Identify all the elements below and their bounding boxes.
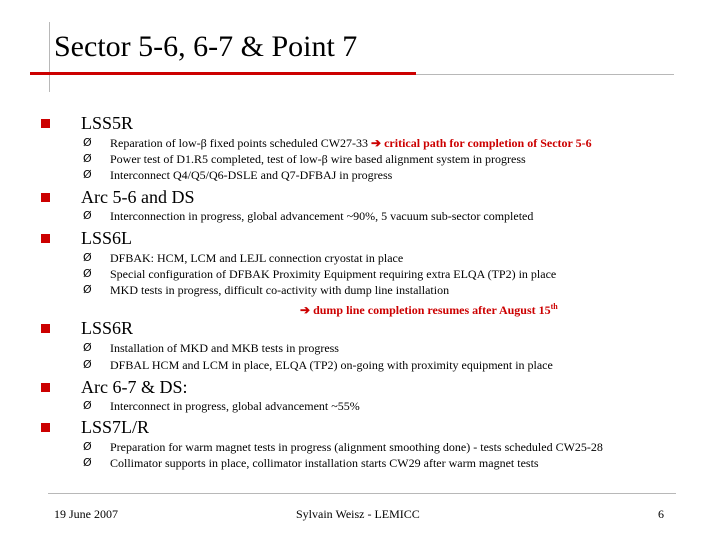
dump-line-note [0, 299, 720, 315]
right-arrow-icon: ➔ [300, 303, 311, 317]
title-vertical-rule [49, 22, 50, 92]
section-bullet-icon [41, 119, 50, 128]
arrow-bullet-icon: Ø [83, 341, 92, 354]
arrow-bullet-icon: Ø [83, 283, 92, 296]
footer-author: Sylvain Weisz - LEMICC [296, 507, 420, 521]
slide-title: Sector 5-6, 6-7 & Point 7 [54, 30, 358, 63]
list-item [0, 151, 720, 167]
section-heading: Arc 5-6 and DS [81, 187, 195, 207]
section-heading: LSS6R [81, 318, 134, 338]
section-heading: LSS6L [81, 228, 133, 248]
arrow-bullet-icon: Ø [83, 152, 92, 165]
list-item-text: Interconnection in progress, global advancement ~90%, 5 vacuum sub-sector completed [110, 209, 534, 223]
list-item-text: DFBAK: HCM, LCM and LEJL connection cryostat in place [110, 251, 404, 265]
arrow-bullet-icon: Ø [83, 251, 92, 264]
list-item-text: Preparation for warm magnet tests in progress (alignment smoothing done) - tests scheduled CW25-28 [110, 440, 603, 454]
arrow-bullet-icon: Ø [83, 267, 92, 280]
section-bullet-icon [41, 324, 50, 333]
list-item [0, 208, 720, 224]
list-item-text: Collimator supports in place, collimator installation starts CW29 after warm magnet tests [110, 456, 539, 470]
list-item-text: Special configuration of DFBAK Proximity Equipment requiring extra ELQA (TP2) in place [110, 267, 557, 281]
list-item [0, 439, 720, 455]
list-item-body: Reparation of low-β fixed points scheduled CW27-33 [110, 136, 372, 150]
arrow-bullet-icon: Ø [83, 399, 92, 412]
section-heading: LSS7L/R [81, 417, 150, 437]
section-heading: Arc 6-7 & DS: [81, 377, 188, 397]
page-number: 6 [658, 507, 664, 521]
note-suffix: th [550, 302, 558, 311]
list-item [0, 455, 720, 471]
list-item [0, 340, 720, 356]
arrow-bullet-icon: Ø [83, 358, 92, 371]
critical-path-note: critical path for completion of Sector 5-6 [381, 136, 592, 150]
section-bullet-icon [41, 234, 50, 243]
arrow-bullet-icon: Ø [83, 440, 92, 453]
note-body: dump line completion resumes after August 15 [310, 303, 551, 317]
list-item [0, 135, 720, 151]
section-bullet-icon [41, 383, 50, 392]
arrow-bullet-icon: Ø [83, 456, 92, 469]
note-text [300, 299, 558, 318]
right-arrow-icon: ➔ [371, 136, 382, 150]
footer-divider [48, 493, 676, 494]
footer-date: 19 June 2007 [54, 507, 118, 521]
arrow-bullet-icon: Ø [83, 168, 92, 181]
arrow-bullet-icon: Ø [83, 209, 92, 222]
list-item-text: Interconnect Q4/Q5/Q6-DSLE and Q7-DFBAJ in progress [110, 168, 393, 182]
list-item-text: Interconnect in progress, global advancement ~55% [110, 399, 360, 413]
title-divider-rule [416, 74, 674, 75]
list-item [0, 398, 720, 414]
list-item [0, 266, 720, 282]
arrow-bullet-icon: Ø [83, 136, 92, 149]
list-item-text: Power test of D1.R5 completed, test of low-β wire based alignment system in progress [110, 152, 526, 166]
list-item-text: Installation of MKD and MKB tests in progress [110, 341, 339, 355]
section-heading: LSS5R [81, 113, 134, 133]
section-bullet-icon [41, 423, 50, 432]
list-item [0, 282, 720, 298]
list-item [0, 250, 720, 266]
title-accent-rule [30, 72, 416, 75]
list-item-text: MKD tests in progress, difficult co-activity with dump line installation [110, 283, 450, 297]
list-item-text: DFBAL HCM and LCM in place, ELQA (TP2) on-going with proximity equipment in place [110, 358, 553, 372]
list-item [0, 357, 720, 373]
list-item-text [110, 135, 592, 151]
list-item [0, 167, 720, 183]
section-bullet-icon [41, 193, 50, 202]
